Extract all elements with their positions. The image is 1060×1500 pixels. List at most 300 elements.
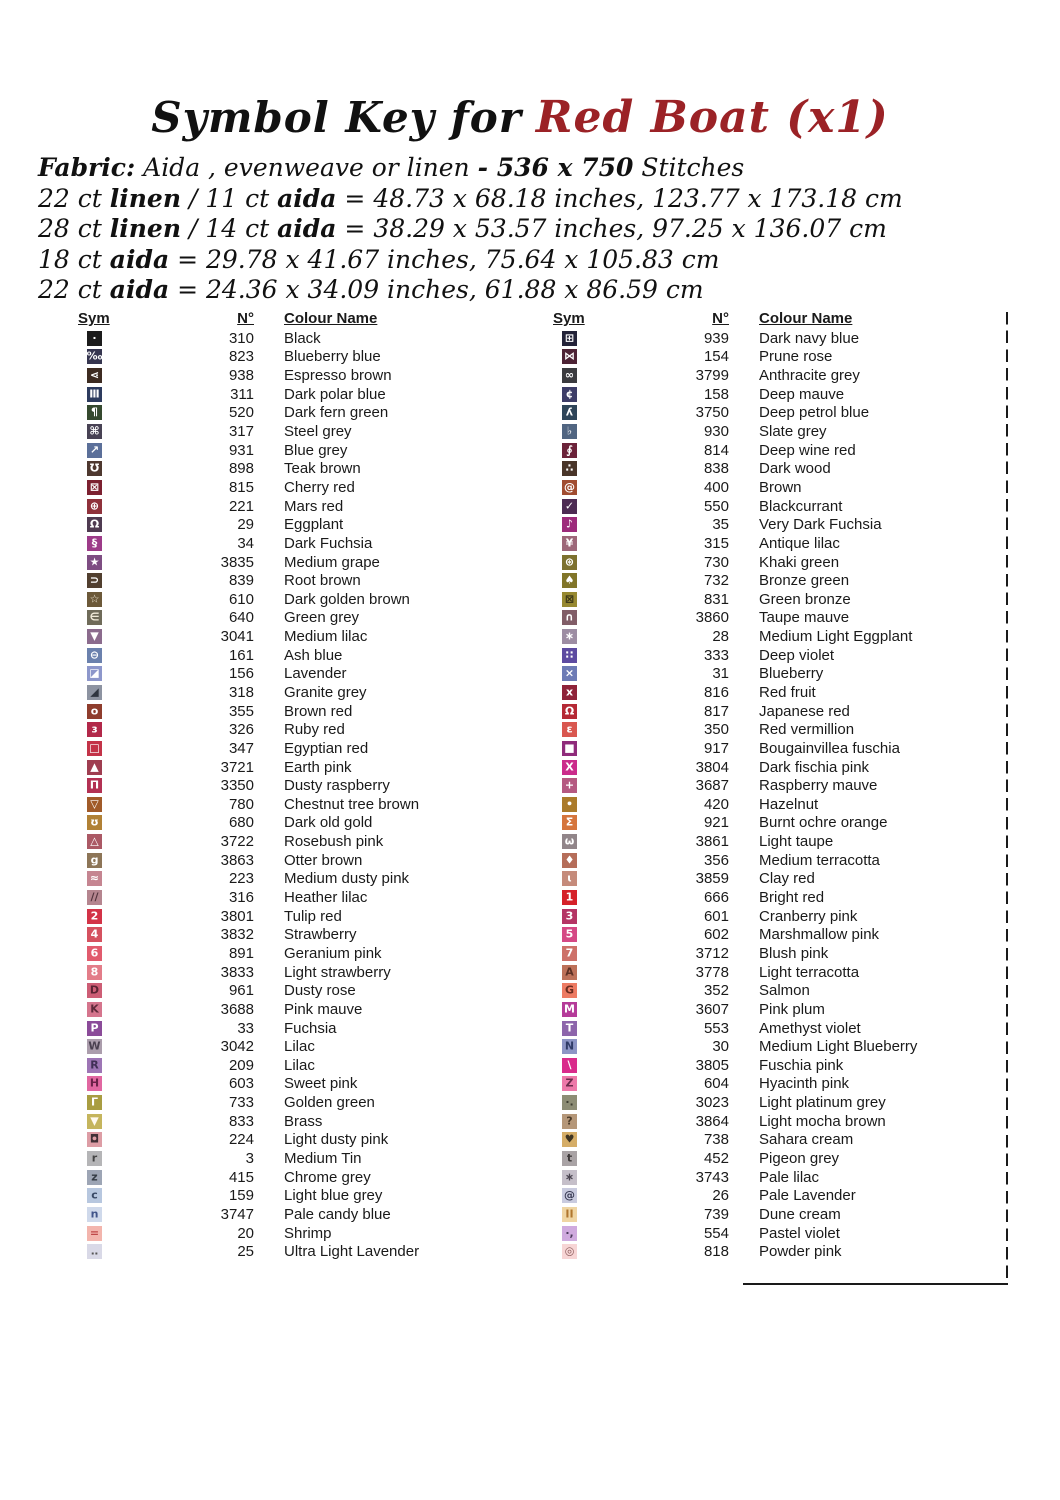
symbol-glyph: ⌘: [89, 424, 100, 438]
key-row: [78, 702, 548, 721]
colour-name: Dark golden brown: [284, 590, 410, 608]
thread-number: 680: [228, 814, 254, 832]
key-row: [553, 515, 1023, 534]
thread-number: 452: [703, 1150, 729, 1167]
colour-name: Egyptian red: [284, 739, 369, 757]
colour-name: Clay red: [759, 870, 815, 888]
colour-name: Hazelnut: [759, 795, 819, 813]
fabric-info-block: [38, 153, 1028, 306]
thread-number: 25: [237, 1243, 254, 1261]
symbol-swatch: [87, 555, 102, 570]
key-row: [553, 422, 1023, 441]
key-row: [78, 404, 548, 423]
thread-number: 333: [703, 646, 729, 664]
symbol-glyph: t: [566, 1151, 573, 1165]
symbol-swatch: [562, 1114, 577, 1129]
colour-name: Dark navy blue: [759, 329, 860, 347]
colour-name: Medium Tin: [284, 1150, 362, 1167]
colour-name: Antique lilac: [759, 534, 840, 552]
key-row: [553, 553, 1023, 572]
key-row: [78, 497, 548, 516]
key-row: [78, 720, 548, 739]
colour-name: Hyacinth pink: [759, 1075, 850, 1093]
colour-name: Very Dark Fuchsia: [759, 516, 882, 534]
symbol-glyph: @: [564, 1188, 575, 1202]
key-row: [78, 627, 548, 646]
fabric-line: 22 ct aida = 24.36 x 34.09 inches, 61.88 x 86.59 cm: [38, 275, 704, 304]
symbol-glyph: ▼: [90, 629, 99, 643]
key-row: [78, 534, 548, 553]
symbol-swatch: [562, 648, 577, 663]
symbol-glyph: ∴: [565, 461, 574, 475]
symbol-glyph: ↗: [89, 443, 100, 457]
colour-name: Shrimp: [284, 1224, 332, 1242]
symbol-glyph: △: [90, 834, 99, 848]
thread-number: 3743: [695, 1168, 729, 1186]
key-row: [78, 1000, 548, 1019]
colour-name: Taupe mauve: [759, 609, 850, 627]
key-row: [78, 441, 548, 460]
colour-name: Light terracotta: [759, 963, 860, 981]
symbol-glyph: ?: [566, 1114, 573, 1128]
title-pattern-name: Red Boat (x1): [535, 92, 889, 143]
symbol-glyph: ⋈: [564, 349, 575, 363]
colour-name: Espresso brown: [284, 367, 392, 385]
colour-name: Teak brown: [284, 460, 361, 478]
colour-name: Pink plum: [759, 1000, 825, 1018]
symbol-swatch: [562, 1095, 577, 1110]
colour-name: Black: [284, 329, 321, 347]
symbol-glyph: ‰: [86, 349, 103, 363]
symbol-swatch: [87, 349, 102, 364]
colour-name: Light strawberry: [284, 963, 391, 981]
key-row: [553, 683, 1023, 702]
symbol-glyph: ⊃: [89, 573, 100, 587]
title-prefix: Symbol Key for: [151, 93, 522, 142]
thread-number: 838: [703, 460, 729, 478]
key-row: [553, 385, 1023, 404]
symbol-glyph: W: [88, 1039, 101, 1053]
thread-number: 815: [228, 478, 254, 496]
symbol-glyph: ■: [564, 741, 575, 755]
thread-number: 400: [703, 478, 729, 496]
symbol-swatch: [87, 405, 102, 420]
symbol-glyph: @: [564, 480, 575, 494]
symbol-swatch: [87, 387, 102, 402]
key-row: [553, 1093, 1023, 1112]
symbol-swatch: [562, 368, 577, 383]
symbol-swatch: [87, 965, 102, 980]
colour-name: Medium grape: [284, 553, 380, 571]
colour-name: Dusty rose: [284, 982, 356, 1000]
symbol-glyph: D: [89, 983, 100, 997]
thread-number: 3832: [220, 926, 254, 944]
symbol-glyph: o: [90, 704, 99, 718]
symbol-swatch: [562, 499, 577, 514]
colour-name: Salmon: [759, 982, 810, 1000]
symbol-glyph: II: [565, 1207, 574, 1221]
symbol-glyph: K: [90, 1002, 99, 1016]
colour-name: Cherry red: [284, 478, 355, 496]
symbol-glyph: ♥: [564, 1132, 575, 1146]
symbol-swatch: [87, 499, 102, 514]
symbol-swatch: [562, 983, 577, 998]
key-row: [78, 646, 548, 665]
key-row: [553, 758, 1023, 777]
symbol-swatch: [87, 536, 102, 551]
symbol-swatch: [87, 722, 102, 737]
thread-number: 823: [228, 348, 254, 366]
thread-number: 3799: [695, 367, 729, 385]
thread-number: 26: [712, 1187, 729, 1205]
colour-name: Blue grey: [284, 441, 348, 459]
symbol-glyph: M: [564, 1002, 575, 1016]
symbol-swatch: [87, 629, 102, 644]
symbol-swatch: [87, 1132, 102, 1147]
colour-name: Root brown: [284, 572, 361, 590]
thread-number: 3864: [695, 1112, 729, 1130]
colour-name: Medium lilac: [284, 628, 368, 646]
colour-name: Dark old gold: [284, 814, 373, 832]
key-row: [553, 832, 1023, 851]
thread-number: 814: [703, 441, 729, 459]
colour-name: Blueberry blue: [284, 348, 381, 366]
key-row: [78, 1168, 548, 1187]
symbol-glyph: ʎ: [565, 405, 574, 419]
key-row: [553, 646, 1023, 665]
thread-number: 3861: [695, 833, 729, 851]
symbol-swatch: [562, 349, 577, 364]
thread-number: 3805: [695, 1056, 729, 1074]
symbol-swatch: [562, 629, 577, 644]
thread-number: 831: [703, 590, 729, 608]
symbol-swatch: [87, 834, 102, 849]
colour-name: Pale Lavender: [759, 1187, 856, 1205]
colour-name: Strawberry: [284, 926, 357, 944]
symbol-swatch: [562, 760, 577, 775]
symbol-glyph: +: [564, 778, 575, 792]
thread-number: 35: [712, 516, 729, 534]
colour-name: Red vermillion: [759, 721, 855, 739]
key-row: [553, 665, 1023, 684]
colour-name: Light platinum grey: [759, 1094, 886, 1112]
symbol-swatch: [562, 592, 577, 607]
key-row: [78, 739, 548, 758]
symbol-glyph: ✓: [564, 499, 575, 513]
symbol-swatch: [562, 1132, 577, 1147]
symbol-swatch: [87, 1095, 102, 1110]
thread-number: 355: [228, 702, 254, 720]
symbol-glyph: x: [565, 685, 574, 699]
key-row: [553, 776, 1023, 795]
symbol-glyph: ★: [89, 555, 100, 568]
colour-name: Blush pink: [759, 944, 829, 962]
symbol-glyph: P: [90, 1021, 99, 1035]
colour-name: Dark polar blue: [284, 385, 386, 403]
thread-number: 732: [703, 572, 729, 590]
key-row: [78, 926, 548, 945]
colour-name: Fuchsia: [284, 1019, 337, 1037]
symbol-glyph: ◢: [90, 685, 99, 699]
key-row: [78, 478, 548, 497]
symbol-swatch: [562, 1188, 577, 1203]
thread-number: 921: [703, 814, 729, 832]
key-row: [553, 1056, 1023, 1075]
colour-name: Red fruit: [759, 683, 816, 701]
thread-number: 739: [703, 1205, 729, 1223]
symbol-swatch: [87, 1058, 102, 1073]
symbol-swatch: [87, 1039, 102, 1054]
key-row: [78, 1056, 548, 1075]
colour-name: Rosebush pink: [284, 833, 384, 851]
colour-name: Japanese red: [759, 702, 850, 720]
key-row: [553, 1205, 1023, 1224]
thread-number: 666: [703, 889, 729, 907]
symbol-swatch: [87, 853, 102, 868]
thread-number: 816: [703, 683, 729, 701]
thread-number: 3859: [695, 870, 729, 888]
table-border-bottom: [743, 1283, 1008, 1285]
key-row: [553, 1242, 1023, 1261]
colour-name: Eggplant: [284, 516, 344, 534]
symbol-swatch: [562, 405, 577, 420]
symbol-swatch: [562, 815, 577, 830]
symbol-swatch: [562, 1151, 577, 1166]
symbol-glyph: ⋖: [89, 368, 100, 382]
key-row: [553, 627, 1023, 646]
symbol-glyph: ≈: [89, 871, 100, 885]
colour-name: Khaki green: [759, 553, 840, 571]
symbol-swatch: [87, 368, 102, 383]
key-row: [553, 497, 1023, 516]
symbol-glyph: 8: [90, 965, 99, 979]
symbol-swatch: [87, 704, 102, 719]
symbol-swatch: [87, 741, 102, 756]
symbol-glyph: ∷: [565, 648, 574, 662]
symbol-glyph: ♭: [566, 424, 573, 438]
colour-name: Light taupe: [759, 833, 834, 851]
key-row: [78, 515, 548, 534]
key-row: [553, 944, 1023, 963]
thread-number: 3687: [695, 777, 729, 795]
colour-name: Chestnut tree brown: [284, 795, 420, 813]
symbol-glyph: ⊠: [89, 480, 100, 494]
symbol-swatch: [87, 480, 102, 495]
colour-name: Bronze green: [759, 572, 850, 590]
key-row: [78, 1242, 548, 1261]
key-row: [553, 1186, 1023, 1205]
symbol-swatch: [87, 760, 102, 775]
symbol-swatch: [87, 1226, 102, 1241]
colour-name: Granite grey: [284, 683, 367, 701]
symbol-glyph: ʊ: [90, 815, 99, 829]
symbol-swatch: [87, 331, 102, 346]
symbol-glyph: ∮: [566, 443, 573, 457]
symbol-glyph: §: [91, 536, 98, 550]
key-row: [78, 851, 548, 870]
symbol-glyph: ‥: [90, 1244, 99, 1258]
key-row: [78, 385, 548, 404]
colour-name: Pink mauve: [284, 1000, 363, 1018]
key-row: [78, 981, 548, 1000]
symbol-swatch: [562, 946, 577, 961]
thread-number: 640: [228, 609, 254, 627]
colour-name: Chrome grey: [284, 1168, 371, 1186]
symbol-glyph: ▽: [90, 797, 99, 811]
colour-name: Pale lilac: [759, 1168, 820, 1186]
colour-name: Fuschia pink: [759, 1056, 844, 1074]
symbol-swatch: [562, 1002, 577, 1017]
symbol-glyph: X: [565, 760, 574, 774]
colour-name: Lavender: [284, 665, 347, 683]
symbol-glyph: ⊕: [89, 499, 100, 513]
key-row: [78, 1186, 548, 1205]
symbol-swatch: [562, 778, 577, 793]
colour-name: Medium dusty pink: [284, 870, 410, 888]
symbol-table-right: [553, 308, 1023, 1261]
key-row: [553, 720, 1023, 739]
col-header-sym: Sym: [78, 310, 110, 327]
symbol-swatch: [562, 387, 577, 402]
key-row: [553, 702, 1023, 721]
colour-name: Pastel violet: [759, 1224, 840, 1242]
symbol-swatch: [87, 610, 102, 625]
key-row: [78, 366, 548, 385]
colour-name: Marshmallow pink: [759, 926, 880, 944]
symbol-swatch: [562, 666, 577, 681]
symbol-swatch: [87, 685, 102, 700]
symbol-swatch: [562, 853, 577, 868]
key-row: [553, 907, 1023, 926]
thread-number: 738: [703, 1131, 729, 1149]
symbol-glyph: ¢: [565, 387, 574, 401]
symbol-glyph: Ⅲ: [89, 387, 100, 401]
symbol-glyph: ¶: [91, 405, 98, 419]
colour-name: Bright red: [759, 889, 825, 907]
key-row: [78, 1093, 548, 1112]
thread-number: 350: [703, 721, 729, 739]
thread-number: 520: [228, 404, 254, 422]
symbol-glyph: \: [567, 1058, 572, 1072]
thread-number: 601: [703, 907, 729, 925]
colour-name: Dark fern green: [284, 404, 389, 422]
colour-name: Brass: [284, 1112, 323, 1130]
key-row: [553, 1075, 1023, 1094]
colour-name: Light blue grey: [284, 1187, 383, 1205]
symbol-glyph: ▼: [90, 1114, 99, 1128]
thread-number: 550: [703, 497, 729, 515]
thread-number: 938: [228, 367, 254, 385]
key-row: [78, 1131, 548, 1150]
fabric-line: Fabric: Aida , evenweave or linen - 536 x 750 Stitches: [38, 153, 745, 182]
symbol-glyph: ⊛: [564, 555, 575, 568]
thread-number: 3801: [220, 907, 254, 925]
thread-number: 961: [228, 982, 254, 1000]
symbol-swatch: [562, 331, 577, 346]
colour-name: Raspberry mauve: [759, 777, 878, 795]
symbol-glyph: ▲: [90, 760, 99, 774]
symbol-swatch: [87, 909, 102, 924]
colour-name: Geranium pink: [284, 944, 382, 962]
colour-name: Sahara cream: [759, 1131, 854, 1149]
symbol-swatch: [87, 666, 102, 681]
symbol-swatch: [562, 890, 577, 905]
symbol-glyph: ◘: [89, 1132, 100, 1146]
thread-number: 221: [228, 497, 254, 515]
table-border-right: [1006, 312, 1008, 1285]
thread-number: 939: [703, 329, 729, 347]
colour-name: Light dusty pink: [284, 1131, 389, 1149]
symbol-swatch: [562, 871, 577, 886]
col-header-number: N°: [237, 310, 254, 327]
thread-number: 3747: [220, 1205, 254, 1223]
colour-name: Dusty raspberry: [284, 777, 390, 795]
symbol-glyph: ε: [566, 722, 573, 736]
thread-number: 352: [703, 982, 729, 1000]
symbol-swatch: [562, 480, 577, 495]
symbol-swatch: [562, 704, 577, 719]
colour-name: Steel grey: [284, 423, 352, 441]
key-row: [78, 776, 548, 795]
symbol-swatch: [562, 1021, 577, 1036]
key-row: [553, 926, 1023, 945]
key-row: [78, 329, 548, 348]
table-header-right: [553, 308, 1023, 329]
key-row: [553, 441, 1023, 460]
symbol-swatch: [562, 741, 577, 756]
symbol-swatch: [562, 555, 577, 570]
symbol-glyph: Ω: [564, 704, 575, 718]
colour-name: Dune cream: [759, 1205, 841, 1223]
symbol-swatch: [87, 1114, 102, 1129]
thread-number: 553: [703, 1019, 729, 1037]
colour-name: Slate grey: [759, 423, 827, 441]
symbol-swatch: [562, 517, 577, 532]
symbol-glyph: 5: [565, 927, 574, 941]
thread-number: 931: [228, 441, 254, 459]
thread-number: 158: [703, 385, 729, 403]
thread-number: 156: [228, 665, 254, 683]
key-row: [78, 832, 548, 851]
thread-number: 356: [703, 851, 729, 869]
table-header-left: [78, 308, 548, 329]
symbol-glyph: 6: [90, 946, 99, 960]
thread-number: 3350: [220, 777, 254, 795]
thread-number: 310: [228, 329, 254, 347]
col-header-colour-name: Colour Name: [284, 310, 378, 327]
thread-number: 33: [237, 1019, 254, 1037]
symbol-glyph: ♦: [564, 853, 575, 867]
symbol-swatch: [87, 1244, 102, 1259]
key-row: [553, 366, 1023, 385]
key-row: [78, 1019, 548, 1038]
key-row: [553, 571, 1023, 590]
colour-name: Pigeon grey: [759, 1150, 840, 1167]
thread-number: 315: [703, 534, 729, 552]
symbol-swatch: [87, 1207, 102, 1222]
thread-number: 316: [228, 889, 254, 907]
symbol-swatch: [562, 909, 577, 924]
colour-name: Deep petrol blue: [759, 404, 870, 422]
symbol-glyph: ɜ: [91, 722, 98, 736]
key-row: [553, 888, 1023, 907]
key-row: [553, 1019, 1023, 1038]
thread-number: 604: [703, 1075, 729, 1093]
colour-name: Earth pink: [284, 758, 352, 776]
symbol-swatch: [562, 536, 577, 551]
colour-name: Medium Light Blueberry: [759, 1038, 918, 1056]
symbol-glyph: ◪: [89, 666, 100, 680]
